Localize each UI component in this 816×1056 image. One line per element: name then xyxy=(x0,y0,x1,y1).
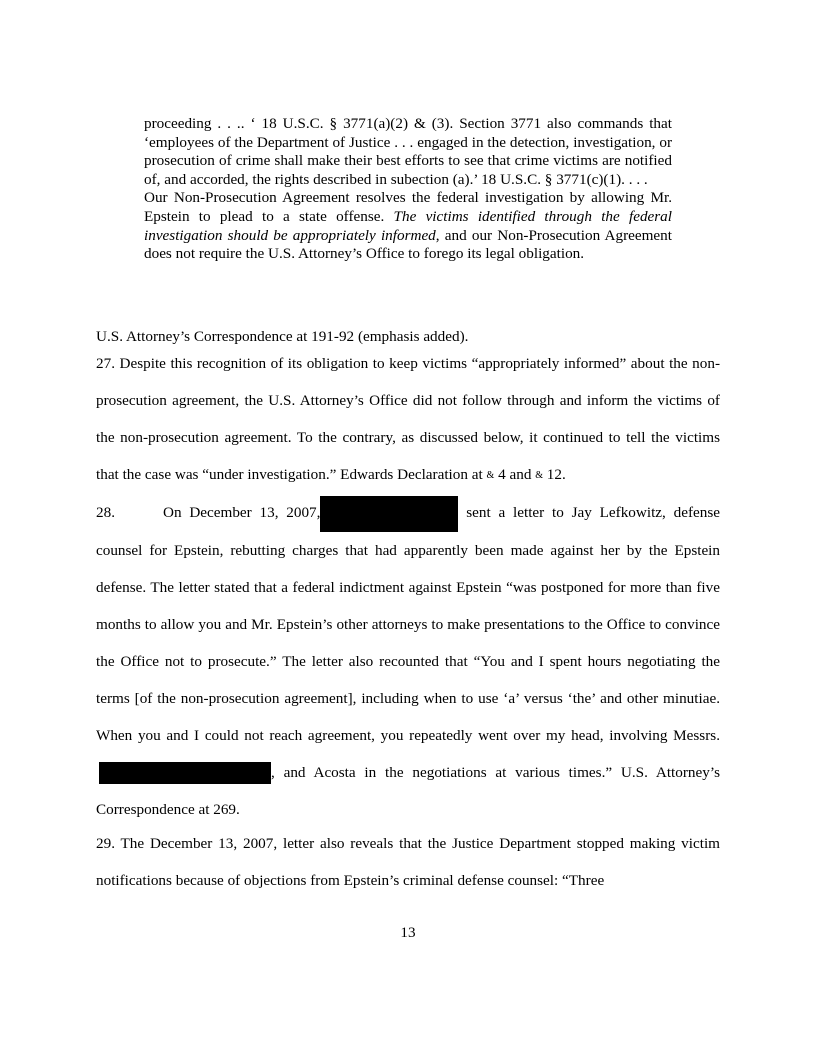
paragraph-symbol-icon: & xyxy=(486,470,495,481)
block-quote-para-2: Our Non-Prosecution Agreement resolves the federal investigation by allowing Mr. Epstein to plead to a state offense. The victims identified through the federal investigation should be appropriately informed, and our Non-Prosecution Agreement does not require the U.S. Attorney’s Office to forego its legal obligation. xyxy=(144,189,673,263)
block-quote-para-1: proceeding . . .. ‘ 18 U.S.C. § 3771(a)(2) & (3). Section 3771 also commands that ‘employees of the Department of Justice . . . engaged in the detection, investigation, or prosecution of crime shall make their best efforts to see that crime victims are notified of, and accorded, the rights described in subection (a).’ 18 U.S.C. § 3771(c)(1). . . . xyxy=(144,115,672,188)
paragraph-symbol-icon: & xyxy=(535,470,543,481)
page-number: 13 xyxy=(400,924,416,941)
citation-line: U.S. Attorney’s Correspondence at 191-92 (emphasis added). xyxy=(96,328,469,345)
paragraph-27: 27. Despite this recognition of its obligation to keep victims “appropriately informed” about the non-prosecution agreement, the U.S. Attorney’s Office did not follow through and inform the victims of the non-prosecution agreement. To the contrary, as discussed below, it continued to tell the victims that the case was “under investigation.” Edwards Declaration at & 4 and & 12. xyxy=(96,355,720,483)
emphasis-text: The victims identified through the federal investigation should be appropriately informed xyxy=(144,207,673,244)
block-quote xyxy=(144,115,672,264)
redaction-block xyxy=(99,762,271,784)
redaction-block xyxy=(320,496,458,532)
paragraph-28: 28. On December 13, 2007, sent a letter to Jay Lefkowitz, defense counsel for Epstein, rebutting charges that had apparently been made against her by the Epstein defense. The letter stated that a federal indictment against Epstein “was postponed for more than five months to allow you and Mr. Epstein’s other attorneys to make presentations to the Office to convince the Office not to prosecute.” The letter also recounted that “You and I spent hours negotiating the terms [of the non-prosecution agreement], including when to use ‘a’ versus ‘the’ and other minutiae. When you and I could not reach agreement, you repeatedly went over my head, involving Messrs., and Acosta in the negotiations at various times.” U.S. Attorney’s Correspondence at 269. xyxy=(96,494,720,828)
paragraph-29: 29. The December 13, 2007, letter also reveals that the Justice Department stopped making victim notifications because of objections from Epstein’s criminal defense counsel: “Three xyxy=(96,835,720,889)
para-number: 28. xyxy=(96,504,115,521)
